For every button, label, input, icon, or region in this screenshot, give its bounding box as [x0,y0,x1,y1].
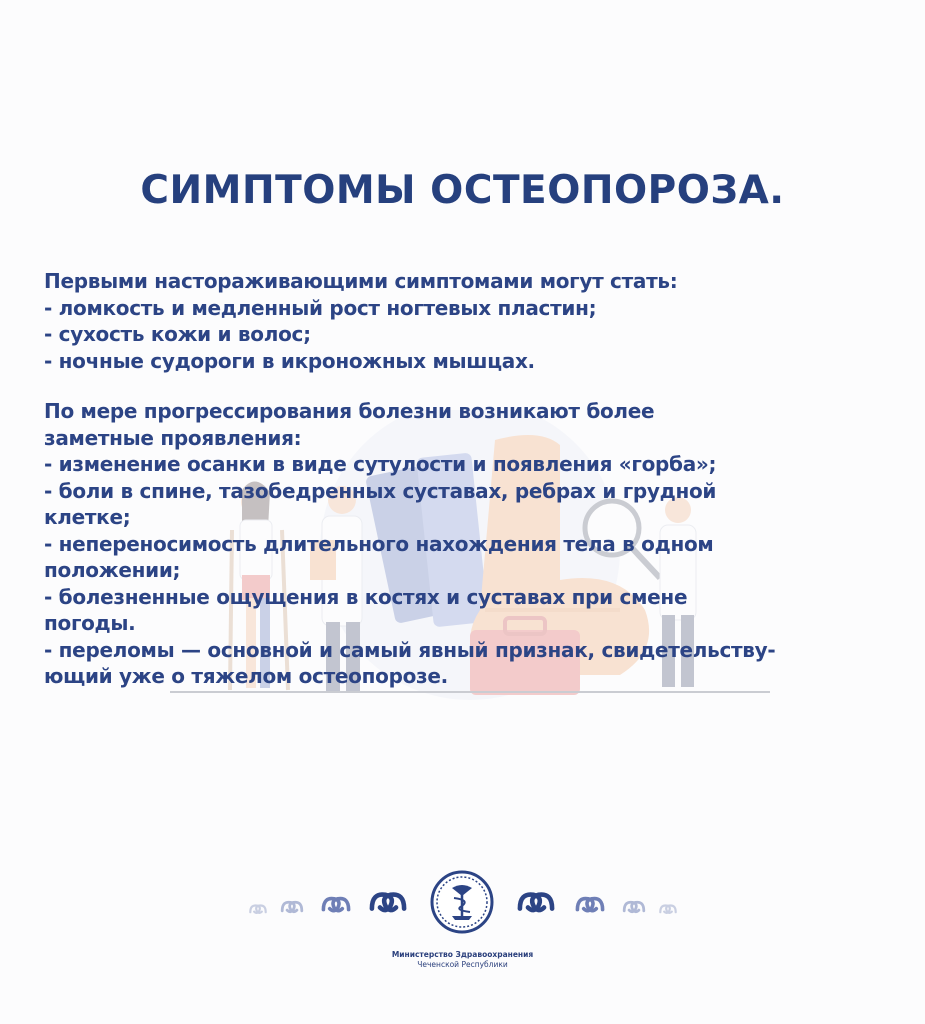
ornament-icon [660,905,675,912]
intro-line: - ночные судороги в икроножных мышцах. [44,348,535,373]
progression-line: ющий уже о тяжелом остеопорозе. [44,664,448,688]
progression-line: - переломы — основной и самый явный признак, свидетельству- [44,637,776,662]
symptoms-content [44,268,904,714]
progression-paragraph [44,398,904,690]
intro-line: - ломкость и медленный рост ногтевых пластин; [44,295,597,320]
ornament-icon [624,902,644,911]
footer [0,866,925,986]
progression-line: - изменение осанки в виде сутулости и появления «горба»; [44,452,717,476]
progression-line: погоды. [44,611,136,635]
ministry-name: Министерство Здравоохранения [391,950,534,959]
ornament-icon [520,895,552,911]
ornament-icon [577,899,602,911]
ornament-icon [323,899,348,911]
intro-paragraph [44,268,904,374]
ornament-border [0,866,925,956]
page-title: СИМПТОМЫ ОСТЕОПОРОЗА. [140,168,785,213]
intro-line: Первыми настораживающими симптомами могут стать: [44,269,678,293]
ornament-icon [250,905,265,912]
ministry-region: Чеченской Республики [417,960,508,969]
progression-line: По мере прогрессирования болезни возникают более [44,399,655,423]
ministry-caption [0,950,925,969]
intro-line: - сухость кожи и волос; [44,322,311,346]
progression-line: клетке; [44,505,131,529]
ornament-icon [372,895,404,911]
progression-line: заметные проявления: [44,425,302,450]
progression-line: - болезненные ощущения в костях и суставах при смене [44,584,688,609]
progression-line: - боли в спине, тазобедренных суставах, ребрах и грудной [44,478,717,503]
ornament-icon [282,902,302,911]
ministry-emblem-icon [432,872,492,932]
progression-line: положении; [44,558,181,582]
progression-line: - непереносимость длительного нахождения тела в одном [44,531,714,556]
